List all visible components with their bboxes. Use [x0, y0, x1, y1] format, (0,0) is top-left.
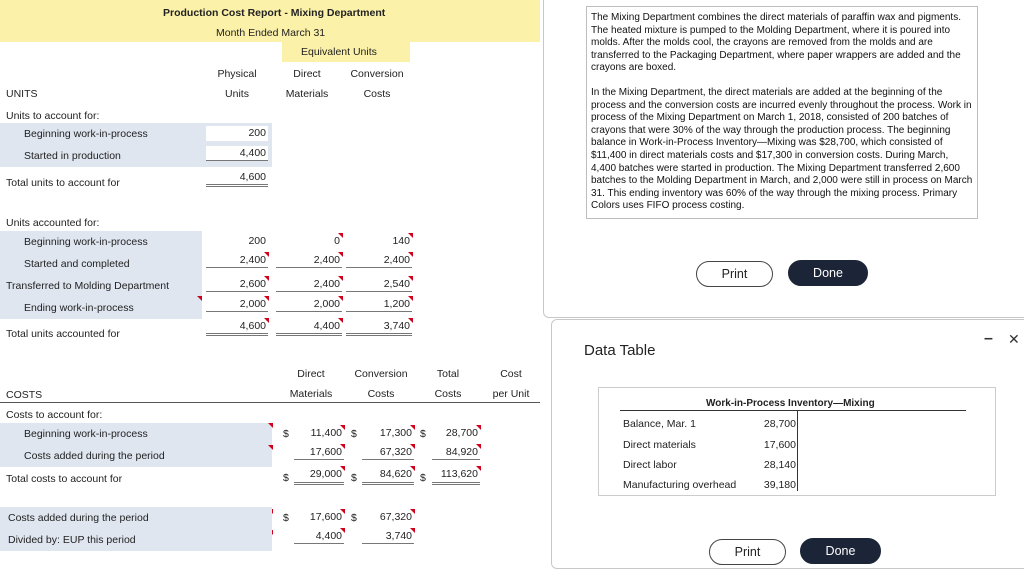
costs-to-account-label: Costs to account for:	[6, 409, 103, 421]
cost-beg-label: Beginning work-in-process	[24, 428, 148, 440]
ledger-row-label: Balance, Mar. 1	[623, 418, 696, 430]
add2-dm-cell[interactable]: 17,600	[294, 510, 344, 525]
beg-wip-label: Beginning work-in-process	[24, 128, 148, 140]
cost-add-tot-cell[interactable]: 84,920	[432, 445, 480, 460]
costs-col-conv-1: Conversion	[354, 368, 408, 380]
cost-beg-cc-cell[interactable]: 17,300	[362, 426, 414, 441]
cost-add-dm-cell[interactable]: 17,600	[294, 445, 344, 460]
cost-beg-tot-cell[interactable]: 28,700	[432, 426, 480, 441]
costs-header-rule	[0, 402, 540, 403]
ledger-row-value: 28,140	[763, 459, 796, 471]
col-physical-1: Physical	[217, 68, 257, 80]
a-beg-phys-cell[interactable]: 200	[206, 234, 268, 249]
ledger-vert-rule	[797, 410, 798, 491]
cur-add2-dm: $	[283, 512, 289, 524]
ledger-row-value: 28,700	[763, 418, 796, 430]
info-paragraph-2: In the Mixing Department, the direct materials are added at the beginning of the process and the conversion costs are incurred evenly throughout the process. Work in process of the Mixing Department on March 1, 2018, consisted of 200 batches of crayons that were 30% of the way through the production process. The beginning balance in Work-in-Process Inventory—Mixing was $28,700, which consisted of $11,400 in direct materials costs and $17,300 in conversion costs. During March, 4,400 batches were started in production. The Mixing Department transferred 2,600 batches to the Molding Department in March, and 2,000 were still in process on March 31. This ending inventory was 60% of the way through the mixing process. Primary Colors uses FIFO process costing.	[591, 87, 973, 212]
col-direct-1: Direct	[293, 68, 321, 80]
total-to-account-label: Total units to account for	[6, 177, 120, 189]
eup-cc-cell[interactable]: 3,740	[362, 529, 414, 544]
tot-phys-cell[interactable]: 4,600	[206, 319, 268, 336]
eup-dm-cell[interactable]: 4,400	[294, 529, 344, 544]
end-cc-cell[interactable]: 1,200	[346, 297, 412, 312]
a-beg-wip-label: Beginning work-in-process	[24, 236, 148, 248]
sc-cc-cell[interactable]: 2,400	[346, 253, 412, 268]
col-physical-2: Units	[225, 88, 249, 100]
cur-beg-dm: $	[283, 428, 289, 440]
ledger-row-label: Direct labor	[623, 459, 677, 471]
cost-beg-dm-cell[interactable]: 11,400	[294, 426, 344, 441]
end-dm-cell[interactable]: 2,000	[276, 297, 342, 312]
equiv-units-header: Equivalent Units	[301, 46, 377, 58]
costs-col-direct-1: Direct	[297, 368, 325, 380]
col-conversion-2: Costs	[363, 88, 391, 100]
cur-tot-tot: $	[420, 472, 426, 484]
units-to-account-label: Units to account for:	[6, 110, 100, 122]
ledger-row-label: Direct materials	[623, 439, 696, 451]
data-table-title: Data Table	[584, 342, 656, 359]
ledger-top-rule	[620, 410, 966, 411]
divided-label: Divided by: EUP this period	[8, 534, 136, 546]
ledger-row-label: Manufacturing overhead	[623, 479, 737, 491]
tr-cc-cell[interactable]: 2,540	[346, 277, 412, 292]
cur-add2-cc: $	[351, 512, 357, 524]
cost-flag-1	[268, 423, 273, 428]
add2-cc-cell[interactable]: 67,320	[362, 510, 414, 525]
tot-cc-cell[interactable]: 3,740	[346, 319, 412, 336]
transferred-flag	[197, 296, 202, 301]
close-icon[interactable]: ✕	[1008, 331, 1020, 347]
cost-tot-cc-cell[interactable]: 84,620	[362, 467, 414, 485]
ledger-account-title: Work-in-Process Inventory—Mixing	[706, 398, 875, 409]
data-table-print-button[interactable]: Print	[709, 539, 786, 565]
costs-col-conv-2: Costs	[367, 388, 395, 400]
sc-dm-cell[interactable]: 2,400	[276, 253, 342, 268]
started-completed-label: Started and completed	[24, 258, 130, 270]
tr-phys-cell[interactable]: 2,600	[206, 277, 268, 292]
tr-dm-cell[interactable]: 2,400	[276, 277, 342, 292]
costs-col-direct-2: Materials	[289, 388, 333, 400]
costs-col-perunit-1: Cost	[500, 368, 522, 380]
added2-label: Costs added during the period	[8, 512, 149, 524]
data-table-done-button[interactable]: Done	[800, 538, 881, 564]
minimize-icon[interactable]: –	[984, 330, 993, 347]
cost-tot-tot-cell[interactable]: 113,620	[432, 467, 480, 485]
cur-beg-cc: $	[351, 428, 357, 440]
costs-heading: COSTS	[6, 389, 43, 401]
info-done-button[interactable]: Done	[788, 260, 868, 286]
ending-wip-label: Ending work-in-process	[24, 302, 134, 314]
cost-added-label: Costs added during the period	[24, 450, 165, 462]
cost-flag-2	[268, 445, 273, 450]
info-print-button[interactable]: Print	[696, 261, 773, 287]
transferred-label: Transferred to Molding Department	[6, 280, 170, 292]
cur-beg-tot: $	[420, 428, 426, 440]
started-label: Started in production	[24, 150, 121, 162]
col-conversion-1: Conversion	[350, 68, 404, 80]
a-beg-cc-cell[interactable]: 140	[346, 234, 412, 249]
report-period: Month Ended March 31	[216, 27, 326, 39]
cost-add-cc-cell[interactable]: 67,320	[362, 445, 414, 460]
cost-tot-dm-cell[interactable]: 29,000	[294, 467, 344, 485]
end-phys-cell[interactable]: 2,000	[206, 297, 268, 312]
col-direct-2: Materials	[285, 88, 329, 100]
total-accounted-label: Total units accounted for	[6, 328, 120, 340]
cur-tot-dm: $	[283, 472, 289, 484]
costs-col-total-1: Total	[436, 368, 460, 380]
beg-phys-cell[interactable]: 200	[206, 126, 268, 141]
units-heading: UNITS	[6, 88, 38, 100]
cur-tot-cc: $	[351, 472, 357, 484]
info-paragraph-1: The Mixing Department combines the direct materials of paraffin wax and pigments. The heated mixture is pumped to the Molding Department, where it is poured into molds. After the molds cool, the crayons are removed from the molds and are transferred to the Packaging Department, where paper wrappers are added and the crayons are boxed.	[591, 12, 961, 74]
total-phys-cell[interactable]: 4,600	[206, 170, 268, 187]
tot-dm-cell[interactable]: 4,400	[276, 319, 342, 336]
cost-total-label: Total costs to account for	[6, 473, 123, 485]
sc-phys-cell[interactable]: 2,400	[206, 253, 268, 268]
costs-col-total-2: Costs	[434, 388, 462, 400]
report-title: Production Cost Report - Mixing Department	[163, 7, 386, 19]
a-beg-dm-cell[interactable]: 0	[276, 234, 342, 249]
ledger-row-value: 39,180	[763, 479, 796, 491]
units-accounted-label: Units accounted for:	[6, 217, 100, 229]
costs-col-perunit-2: per Unit	[492, 388, 530, 400]
started-phys-cell[interactable]: 4,400	[206, 146, 268, 161]
ledger-row-value: 17,600	[763, 439, 796, 451]
